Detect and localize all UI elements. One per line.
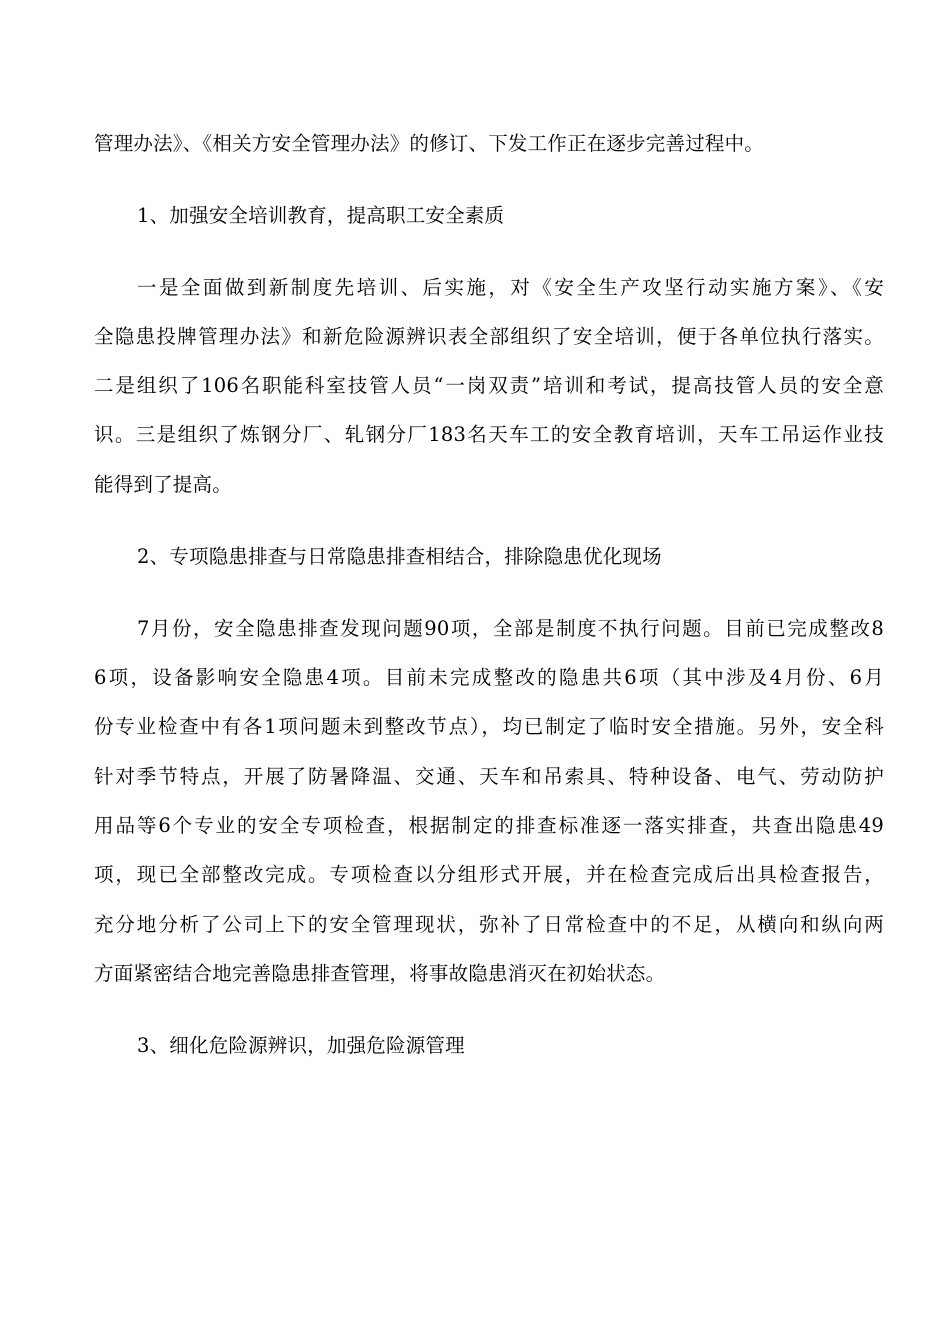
- paragraph-line: 充分地分析了公司上下的安全管理现状，弥补了日常检查中的不足，从横向和纵向两: [94, 913, 884, 936]
- paragraph-line: 份专业检查中有各1项问题未到整改节点），均已制定了临时安全措施。另外，安全科: [94, 715, 884, 738]
- paragraph-line: 方面紧密结合地完善隐患排查管理，将事故隐患消灭在初始状态。: [94, 962, 666, 985]
- section-heading-1: 1、加强安全培训教育，提高职工安全素质: [137, 204, 505, 227]
- paragraph-line: 能得到了提高。: [94, 473, 232, 496]
- paragraph-line: 项，现已全部整改完成。专项检查以分组形式开展，并在检查完成后出具检查报告，: [94, 863, 884, 886]
- paragraph-line: 针对季节特点，开展了防暑降温、交通、天车和吊索具、特种设备、电气、劳动防护: [94, 765, 884, 788]
- paragraph-line: 用品等6个专业的安全专项检查，根据制定的排查标准逐一落实排查，共查出隐患49: [94, 814, 884, 837]
- paragraph-line: 7月份，安全隐患排查发现问题90项，全部是制度不执行问题。目前已完成整改8: [137, 617, 884, 640]
- paragraph-line: 二是组织了106名职能科室技管人员“一岗双责”培训和考试，提高技管人员的安全意: [94, 374, 884, 397]
- section-heading-2: 2、专项隐患排查与日常隐患排查相结合，排除隐患优化现场: [137, 545, 662, 568]
- paragraph-line: 6项，设备影响安全隐患4项。目前未完成整改的隐患共6项（其中涉及4月份、6月: [94, 666, 884, 689]
- paragraph-line: 全隐患投牌管理办法》和新危险源辨识表全部组织了安全培训，便于各单位执行落实。: [94, 325, 884, 348]
- section-heading-3: 3、细化危险源辨识，加强危险源管理: [137, 1034, 465, 1057]
- paragraph-continuation-line: 管理办法》、《相关方安全管理办法》的修订、下发工作正在逐步完善过程中。: [94, 132, 765, 155]
- paragraph-line: 识。三是组织了炼钢分厂、轧钢分厂183名天车工的安全教育培训，天车工吊运作业技: [94, 423, 884, 446]
- paragraph-line: 一是全面做到新制度先培训、后实施，对《安全生产攻坚行动实施方案》、《安: [137, 276, 884, 299]
